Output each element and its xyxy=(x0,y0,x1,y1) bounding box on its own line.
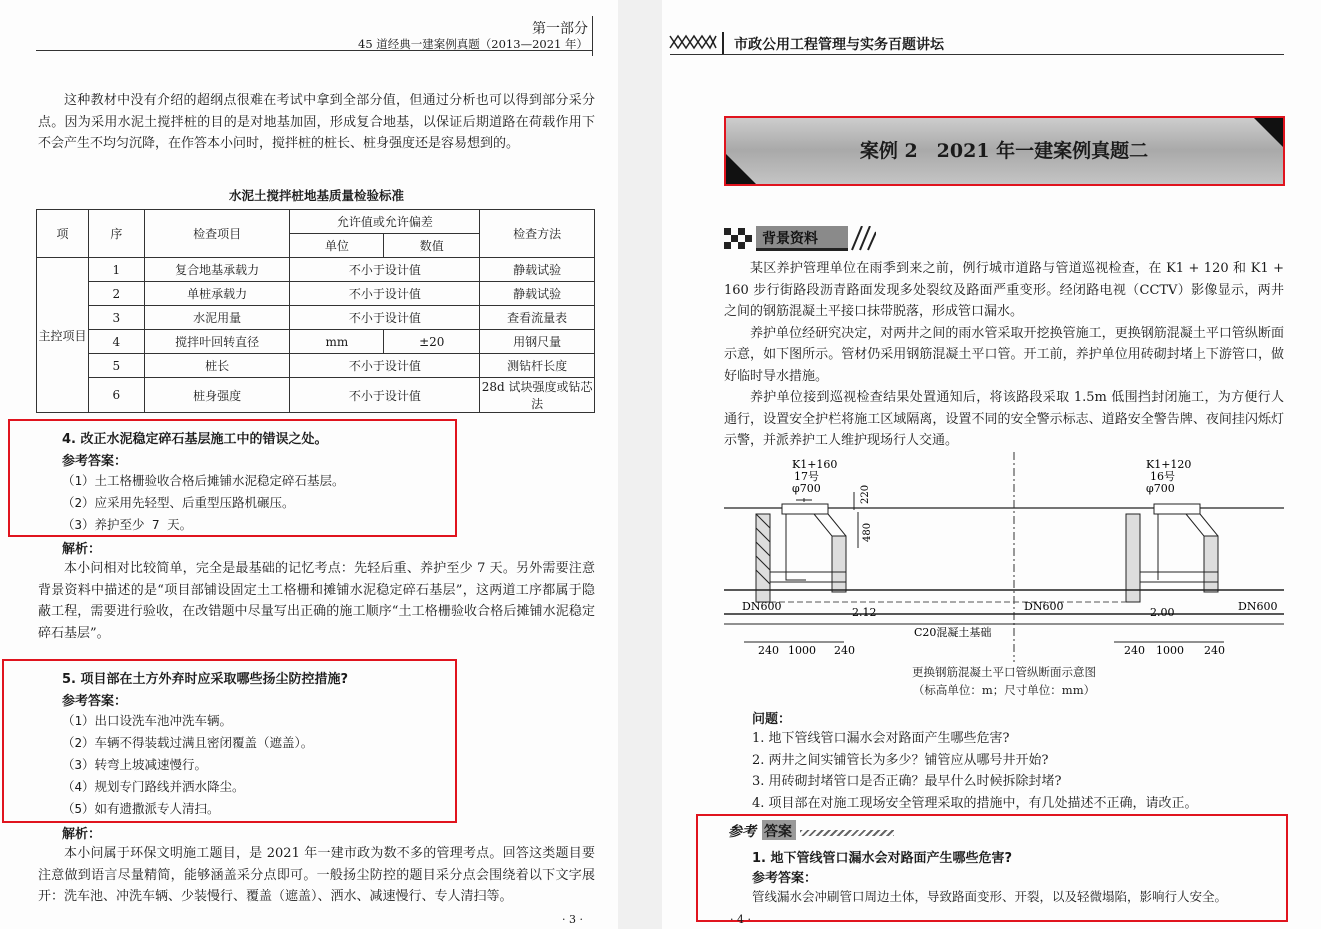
th-value: 数值 xyxy=(384,234,480,258)
highlight-box-title xyxy=(724,116,1285,186)
th-check: 检查项目 xyxy=(144,210,290,258)
elev-left-label: 2.12 xyxy=(852,606,877,619)
list-item: （1）土工格栅验收合格后摊铺水泥稳定碎石基层。 xyxy=(62,473,345,488)
background-label: 背景资料 xyxy=(762,231,818,247)
left-station-label: K1+160 xyxy=(792,458,838,471)
ans-label: 参考答案： xyxy=(752,871,818,886)
elev-right-label: 2.00 xyxy=(1150,606,1175,619)
row-item: 复合地基承载力 xyxy=(144,258,290,282)
right-dia-label: φ700 xyxy=(1146,482,1175,495)
dn-right-label: DN600 xyxy=(1238,600,1278,613)
header-vrule xyxy=(722,32,724,54)
dim-right-1: 240 xyxy=(1124,644,1145,657)
list-item: 2. 两井之间实铺管长为多少？铺管应从哪号井开始? xyxy=(752,752,1049,768)
pipe-section-figure xyxy=(724,452,1284,662)
q5-title: 5. 项目部在土方外弃时应采取哪些扬尘防控措施? xyxy=(62,672,349,687)
q5-answer-label: 参考答案： xyxy=(62,694,128,709)
dim-left-2: 1000 xyxy=(788,644,816,657)
background-text xyxy=(724,258,1284,452)
row-unit: mm xyxy=(290,330,384,354)
list-item: （2）应采用先轻型、后重型压路机碾压。 xyxy=(62,495,295,510)
list-item: （4）规划专门路线并洒水降尘。 xyxy=(62,779,245,794)
header-rule xyxy=(670,54,1284,55)
bg-paragraph: 养护单位经研究决定，对两井之间的雨水管采取开挖换管施工，更换钢筋混凝土平口管纵断面示意，如下图所示。管材仍采用钢筋混凝土平口管。开工前，养护单位用砖砌封堵上下游管口，做好临时导水措施。 xyxy=(724,325,1284,384)
ans-text: 管线漏水会冲刷管口周边土体，导致路面变形、开裂，以及轻微塌陷，影响行人安全。 xyxy=(752,889,1228,904)
table-row xyxy=(37,306,595,330)
table-title: 水泥土搅拌桩地基质量检验标准 xyxy=(228,188,404,203)
row-value: 不小于设计值 xyxy=(290,306,480,330)
header-logo-icon xyxy=(668,32,718,52)
list-item: （1）出口设洗车池冲洗车辆。 xyxy=(62,713,233,728)
dn-left-label: DN600 xyxy=(742,600,782,613)
row-value: ±20 xyxy=(384,330,480,354)
dim-left-3: 240 xyxy=(834,644,855,657)
row-method: 静载试验 xyxy=(480,258,595,282)
row-item: 单桩承载力 xyxy=(144,282,290,306)
highlight-box-answer xyxy=(696,814,1288,922)
row-item: 搅拌叶回转直径 xyxy=(144,330,290,354)
row-item: 桩身强度 xyxy=(144,378,290,413)
left-no-label: 17号 xyxy=(794,470,819,483)
dn-mid-label: DN600 xyxy=(1024,600,1064,613)
header-sub: 45 道经典一建案例真题（2013—2021 年） xyxy=(358,37,588,51)
q4-analysis: 本小问相对比较简单，完全是最基础的记忆考点：先轻后重、养护至少 7 天。另外需要注意背景资料中描述的是“项目部铺设固定土工格栅和摊铺水泥稳定碎石基层”，这两道工序都属于隐蔽工程，需要进行验收，在改错题中尽量写出正确的施工顺序“土工格栅验收合格后摊铺水泥稳定碎石基层”。 xyxy=(38,561,595,641)
figure-caption: 更换钢筋混凝土平口管纵断面示意图 xyxy=(912,665,1096,679)
th-item: 项 xyxy=(37,210,89,258)
th-method: 检查方法 xyxy=(480,210,595,258)
header-part: 第一部分 xyxy=(532,21,588,37)
page-gutter xyxy=(618,0,662,929)
right-station-label: K1+120 xyxy=(1146,458,1192,471)
dim-480-label: 480 xyxy=(862,522,873,542)
group-cell: 主控项目 xyxy=(37,258,89,413)
manhole-16 xyxy=(1126,504,1218,602)
row-method: 查看流量表 xyxy=(480,306,595,330)
dim-left-1: 240 xyxy=(758,644,779,657)
quality-standard-table xyxy=(36,209,595,413)
checker-icon xyxy=(724,228,754,250)
row-no: 2 xyxy=(88,282,144,306)
highlight-box-q4 xyxy=(8,419,457,537)
background-label-bar xyxy=(724,226,876,250)
list-item: （3）转弯上坡减速慢行。 xyxy=(62,757,208,772)
list-item: （3）养护至少 7 天。 xyxy=(62,517,193,532)
q4-title: 4. 改正水泥稳定碎石基层施工中的错误之处。 xyxy=(62,432,328,447)
left-dia-label: φ700 xyxy=(792,482,821,495)
case-title: 案例 2 2021 年一建案例真题二 xyxy=(859,140,1149,162)
row-method: 测钻杆长度 xyxy=(480,354,595,378)
list-item: 1. 地下管线管口漏水会对路面产生哪些危害? xyxy=(752,731,1010,746)
row-no: 3 xyxy=(88,306,144,330)
list-item: 3. 用砖砌封堵管口是否正确？最早什么时候拆除封堵? xyxy=(752,774,1062,789)
left-page xyxy=(0,0,618,929)
row-value: 不小于设计值 xyxy=(290,282,480,306)
ref-tab-1: 参考 xyxy=(728,824,756,840)
row-item: 桩长 xyxy=(144,354,290,378)
dim-right-3: 240 xyxy=(1204,644,1225,657)
q4-answer-label: 参考答案： xyxy=(62,454,128,469)
dim-right-2: 1000 xyxy=(1156,644,1184,657)
slash-deco-icon xyxy=(848,226,876,251)
page-number: · 3 · xyxy=(562,913,583,926)
page-number: · 4 · xyxy=(730,913,751,926)
table-row xyxy=(37,258,595,282)
right-no-label: 16号 xyxy=(1150,470,1175,483)
highlight-box-q5 xyxy=(2,659,457,823)
th-no: 序 xyxy=(88,210,144,258)
figure-units: （标高单位：m；尺寸单位：mm） xyxy=(912,683,1096,697)
ref-tab-2: 答案 xyxy=(764,824,792,840)
table-row xyxy=(37,378,595,413)
table-row xyxy=(37,354,595,378)
bg-paragraph: 某区养护管理单位在雨季到来之前，例行城市道路与管道巡视检查，在 K1 + 120 和 K1 + 160 步行街路段沥青路面发现多处裂纹及路面严重变形。经闭路电视（CCTV）影像显示，两井之间的钢筋混凝土平接口抹带脱落，形成管口漏水。 xyxy=(724,261,1284,319)
row-method: 静载试验 xyxy=(480,282,595,306)
row-no: 5 xyxy=(88,354,144,378)
list-item: （2）车辆不得装载过满且密闭覆盖（遮盖）。 xyxy=(62,735,314,750)
question-list xyxy=(752,728,1198,814)
table-row xyxy=(37,282,595,306)
q5-analysis-label: 解析： xyxy=(62,827,102,842)
q4-analysis-label: 解析： xyxy=(62,542,102,557)
table-row xyxy=(37,330,595,354)
row-method: 用钢尺量 xyxy=(480,330,595,354)
row-no: 6 xyxy=(88,378,144,413)
questions-label: 问题： xyxy=(752,712,792,727)
row-value: 不小于设计值 xyxy=(290,378,480,413)
row-no: 4 xyxy=(88,330,144,354)
list-item: （5）如有遗撒派专人清扫。 xyxy=(62,801,220,816)
row-item: 水泥用量 xyxy=(144,306,290,330)
row-method: 28d 试块强度或钻芯法 xyxy=(480,378,595,413)
header-vrule xyxy=(592,16,593,56)
row-no: 1 xyxy=(88,258,144,282)
right-page xyxy=(662,0,1321,929)
q5-analysis: 本小问属于环保文明施工题目，是 2021 年一建市政为数不多的管理考点。回答这类题目要注意做到语言尽量精简，能够涵盖采分点即可。一般扬尘防控的题目采分点会围绕着以下文字展开：洗车池、冲洗车辆、少装慢行、覆盖（遮盖）、洒水、减速慢行、专人清扫等。 xyxy=(38,846,595,904)
row-value: 不小于设计值 xyxy=(290,354,480,378)
dim-220-label: 220 xyxy=(860,484,871,504)
intro-paragraph: 这种教材中没有介绍的超纲点很难在考试中拿到全部分值，但通过分析也可以得到部分采分点。因为采用水泥土搅拌桩的目的是对地基加固，形成复合地基，以保证后期道路在荷载作用下不会产生不均匀沉降，在作答本小问时，搅拌桩的桩长、桩身强度还是容易想到的。 xyxy=(38,93,595,151)
th-allow: 允许值或允许偏差 xyxy=(290,210,480,234)
th-unit: 单位 xyxy=(290,234,384,258)
bg-paragraph: 养护单位接到巡视检查结果处置通知后，将该路段采取 1.5m 低围挡封闭施工，为方便行人通行，设置安全护栏将施工区域隔离，设置不同的安全警示标志、道路安全警告牌、夜间挂闪烁灯示警，并派养护工人维护现场行人交通。 xyxy=(724,390,1284,448)
ans-q1-title: 1. 地下管线管口漏水会对路面产生哪些危害? xyxy=(752,851,1013,866)
manhole-17 xyxy=(756,498,846,602)
base-label: C20混凝土基础 xyxy=(914,626,992,639)
list-item: 4. 项目部在对施工现场安全管理采取的措施中，有几处描述不正确，请改正。 xyxy=(752,795,1198,811)
row-value: 不小于设计值 xyxy=(290,258,480,282)
header-title: 市政公用工程管理与实务百题讲坛 xyxy=(734,37,944,53)
